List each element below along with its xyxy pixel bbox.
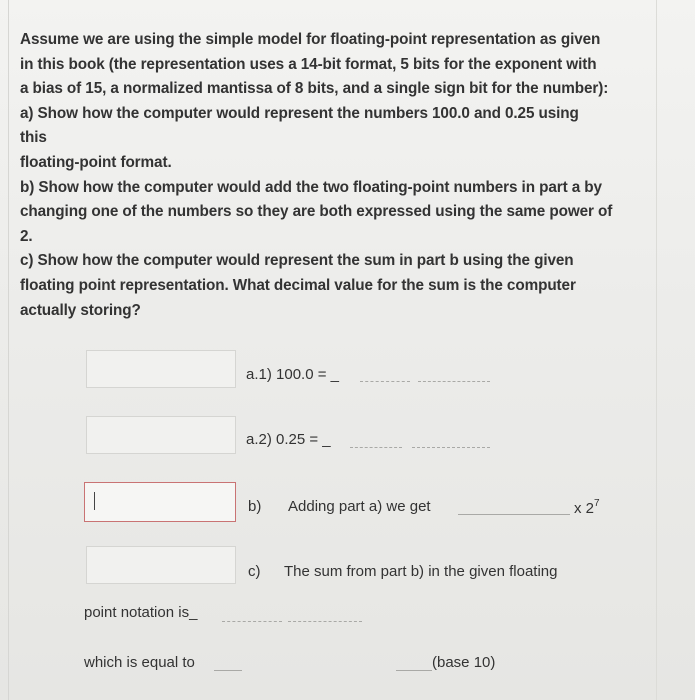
answer-a1-input[interactable] bbox=[86, 350, 236, 388]
b-answer-line bbox=[458, 514, 570, 515]
multiplier-text: x 2 bbox=[574, 500, 595, 517]
page-right-edge bbox=[656, 0, 657, 700]
question-line: c) Show how the computer would represent the sum in part b using the given bbox=[20, 252, 574, 270]
answer-b-input[interactable] bbox=[84, 482, 236, 522]
answer-b-prefix: b) bbox=[248, 498, 262, 515]
question-line: floating-point format. bbox=[20, 153, 172, 171]
a2-dash-mantissa bbox=[412, 447, 490, 448]
page-left-edge bbox=[8, 0, 9, 700]
answer-c-input[interactable] bbox=[86, 546, 236, 584]
c-decimal-line-short bbox=[214, 670, 242, 671]
c-dash-mantissa bbox=[288, 621, 362, 622]
a2-dash-exponent bbox=[350, 447, 402, 448]
answer-c-label: The sum from part b) in the given floating bbox=[284, 563, 558, 580]
a1-dash-exponent bbox=[360, 381, 410, 382]
question-line: in this book (the representation uses a 14-bit format, 5 bits for the exponent with bbox=[20, 55, 597, 73]
question-line: a bias of 15, a normalized mantissa of 8 bits, and a single sign bit for the number): bbox=[20, 80, 609, 98]
answer-c-unit: (base 10) bbox=[432, 654, 496, 671]
question-line: Assume we are using the simple model for floating-point representation as given bbox=[20, 31, 601, 48]
answer-b-label: Adding part a) we get bbox=[288, 498, 431, 515]
answer-c-prefix: c) bbox=[248, 563, 261, 580]
question-line: 2. bbox=[20, 227, 33, 245]
c-decimal-line bbox=[396, 670, 432, 671]
text-caret bbox=[94, 492, 95, 510]
question-line: this bbox=[20, 129, 47, 147]
answer-a2-label: a.2) 0.25 = _ bbox=[246, 431, 331, 448]
question-line: changing one of the numbers so they are both expressed using the same power of bbox=[20, 203, 613, 221]
a1-dash-mantissa bbox=[418, 381, 490, 382]
question-line: actually storing? bbox=[20, 301, 141, 319]
answer-c-label-line2: point notation is_ bbox=[84, 604, 198, 621]
question-line: a) Show how the computer would represent the numbers 100.0 and 0.25 using bbox=[20, 104, 579, 122]
c-dash-exponent bbox=[222, 621, 282, 622]
question-text bbox=[20, 28, 640, 323]
question-line: floating point representation. What decimal value for the sum is the computer bbox=[20, 276, 576, 294]
question-line: b) Show how the computer would add the two floating-point numbers in part a by bbox=[20, 178, 602, 196]
answer-a2-input[interactable] bbox=[86, 416, 236, 454]
answer-c-label-line3: which is equal to bbox=[84, 654, 195, 671]
answer-b-multiplier bbox=[574, 498, 600, 517]
exponent-superscript: 7 bbox=[594, 498, 600, 509]
answer-a1-label: a.1) 100.0 = _ bbox=[246, 366, 339, 383]
